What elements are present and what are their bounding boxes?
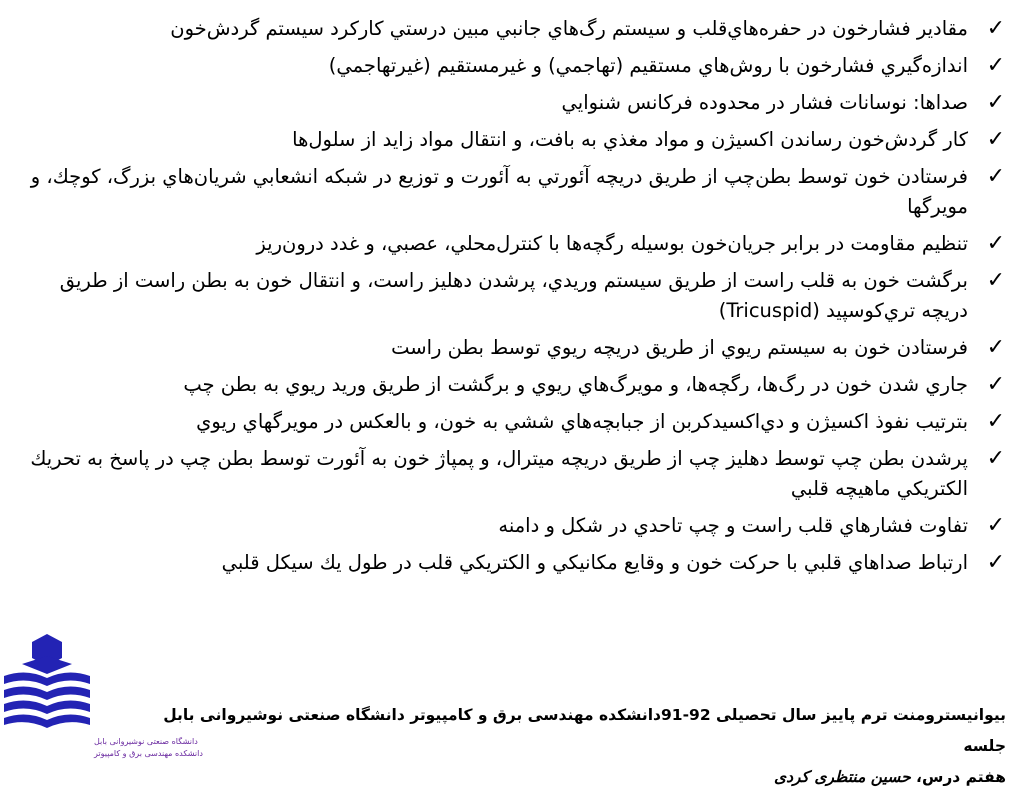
bullet-text: بترتيب نفوذ اكسيژن و دي‌اكسيدكربن از جبابچه‌هاي ششي به خون، و بالعكس در مويرگهاي ريوي xyxy=(196,410,968,433)
bullet-item xyxy=(28,370,1005,400)
logo-emblem xyxy=(4,634,90,728)
bullet-text: اندازه‌گيري فشارخون با روش‌هاي مستقيم (تهاجمي) و غيرمستقيم (غيرتهاجمي) xyxy=(328,54,968,77)
logo-text-line1: دانشگاه صنعتی نوشیروانی بابل xyxy=(94,737,198,746)
bullet-item xyxy=(28,407,1005,437)
check-icon: ✓ xyxy=(986,550,1005,575)
footer-line2-prefix: هفتم درس، xyxy=(910,768,1006,786)
bullet-text: فرستادن خون توسط بطن‌چپ از طريق دريچه آئورتي به آئورت و توزيع در شبكه انشعابي شريان‌هاي بزرگ، كوچك، و مويرگها xyxy=(30,165,968,218)
bullet-item xyxy=(28,548,1005,578)
footer-author: حسین منتظری کردی xyxy=(773,768,911,786)
footer xyxy=(118,700,1006,793)
check-icon: ✓ xyxy=(986,231,1005,256)
university-logo xyxy=(2,632,203,762)
bullet-item xyxy=(28,511,1005,541)
bullet-item xyxy=(28,162,1005,222)
check-icon: ✓ xyxy=(986,53,1005,78)
bullet-text: جاري شدن خون در رگ‌ها، رگچه‌ها، و مويرگ‌هاي ريوي و برگشت از طريق وريد ريوي به بطن چپ xyxy=(183,373,968,396)
bullet-text: كار گردش‌خون رساندن اكسيژن و مواد مغذي به بافت، و انتقال مواد زايد از سلول‌ها xyxy=(292,128,968,151)
check-icon: ✓ xyxy=(986,409,1005,434)
bullet-text: مقادير فشارخون در حفره‌هاي‌قلب و سيستم رگ‌هاي جانبي مبين درستي كاركرد سيستم گردش‌خون xyxy=(170,17,968,40)
bullet-text: تفاوت فشارهاي قلب راست و چپ تاحدي در شكل و دامنه xyxy=(498,514,968,537)
check-icon: ✓ xyxy=(986,90,1005,115)
bullet-text: تنظيم مقاومت در برابر جريان‌خون بوسيله رگچه‌ها با كنترل‌محلي، عصبي، و غدد درون‌ريز xyxy=(256,232,968,255)
bullet-item xyxy=(28,51,1005,81)
bullet-item xyxy=(28,229,1005,259)
footer-line1: بیوانیسترومنت ترم پاییز سال تحصیلی 92-91دانشکده مهندسی برق و کامپیوتر دانشگاه صنعتی نوشیروانی بابل جلسه xyxy=(163,706,1006,755)
footer-line2 xyxy=(118,762,1006,793)
bullet-text: فرستادن خون به سيستم ريوي از طريق دريچه ريوي توسط بطن راست xyxy=(391,336,968,359)
bullet-item xyxy=(28,88,1005,118)
check-icon: ✓ xyxy=(986,268,1005,293)
bullet-text: پرشدن بطن چپ توسط دهليز چپ از طريق دريچه ميترال، و پمپاژ خون به آئورت توسط بطن چپ در پاسخ به تحريك الكتريكي ماهيچه قلبي xyxy=(30,447,968,500)
bullet-item xyxy=(28,444,1005,504)
bullet-text: صداها: نوسانات فشار در محدوده فركانس شنوايي xyxy=(561,91,968,114)
logo-text-line2: دانشکده مهندسی برق و کامپیوتر xyxy=(94,749,203,758)
bullet-text: ارتباط صداهاي قلبي با حركت خون و وقايع مكانيكي و الكتريكي قلب در طول يك سيكل قلبي xyxy=(221,551,968,574)
check-icon: ✓ xyxy=(986,446,1005,471)
check-icon: ✓ xyxy=(986,513,1005,538)
bullet-list xyxy=(28,14,1005,585)
bullet-text: برگشت خون به قلب راست از طريق سيستم وريدي، پرشدن دهليز راست، و انتقال خون به بطن راست از طريق دريچه تري‌كوسپيد (Tricuspid) xyxy=(59,269,968,322)
bullet-item xyxy=(28,125,1005,155)
check-icon: ✓ xyxy=(986,372,1005,397)
check-icon: ✓ xyxy=(986,127,1005,152)
bullet-item xyxy=(28,266,1005,326)
bullet-item xyxy=(28,333,1005,363)
check-icon: ✓ xyxy=(986,164,1005,189)
bullet-item xyxy=(28,14,1005,44)
check-icon: ✓ xyxy=(986,16,1005,41)
check-icon: ✓ xyxy=(986,335,1005,360)
